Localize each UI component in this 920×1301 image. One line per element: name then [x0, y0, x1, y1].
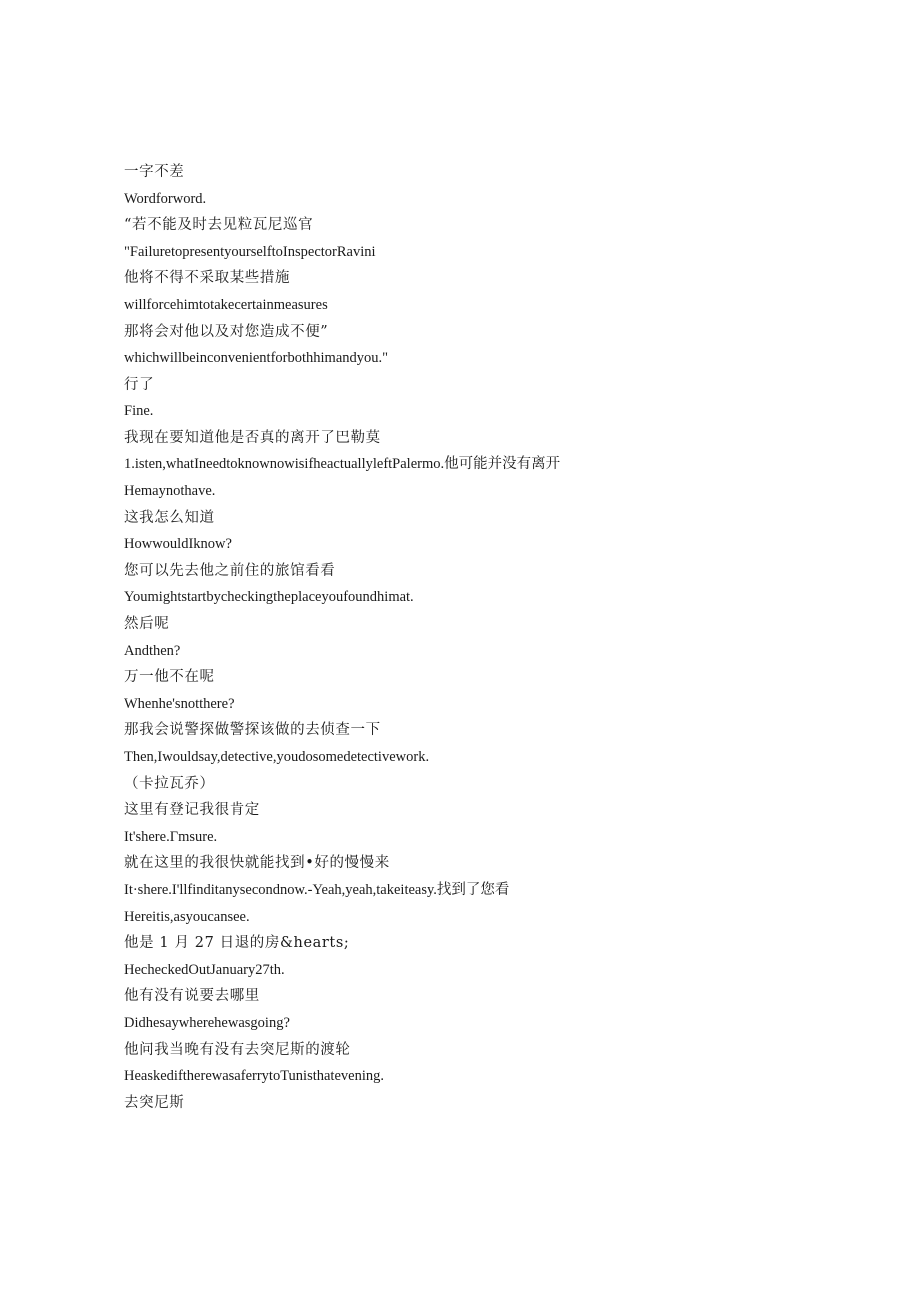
subtitle-line-zh: 您可以先去他之前住的旅馆看看 — [124, 562, 336, 579]
subtitle-line-en: It'shere.Γmsure. — [124, 828, 218, 845]
subtitle-line-en: HowwouldIknow? — [124, 536, 232, 553]
subtitle-line-en: Hemaynothave. — [124, 483, 216, 500]
subtitle-line-zh: 然后呢 — [124, 616, 170, 632]
subtitle-line-zh: 他是 1 月 27 日退的房&hearts; — [124, 935, 350, 952]
subtitle-line-zh: 那我会说警探做警探该做的去侦查一下 — [124, 722, 381, 739]
subtitle-line-zh: “若不能及时去见粒瓦尼巡官 — [124, 217, 314, 234]
subtitle-line-en: whichwillbeinconvenientforbothhimandyou." — [124, 350, 389, 367]
subtitle-transcript — [124, 159, 624, 1116]
subtitle-line-mixed: 1.isten,whatIneedtoknownowisifheactuallyleftPalermo.他可能并没有离开 — [124, 455, 561, 472]
subtitle-line-en: Hereitis,asyoucansee. — [124, 908, 250, 925]
subtitle-line-en: Youmightstartbycheckingtheplaceyoufoundhimat. — [124, 589, 414, 606]
subtitle-line-en: "FailuretopresentyourselftoInspectorRavini — [124, 243, 376, 260]
subtitle-line-zh: 这里有登记我很肯定 — [124, 802, 260, 819]
subtitle-line-en: HeaskediftherewasaferrytoTunisthatevening. — [124, 1068, 384, 1085]
subtitle-line-en: Didhesaywherehewasgoing? — [124, 1014, 290, 1031]
subtitle-line-en: Andthen? — [124, 642, 181, 659]
subtitle-line-zh: （卡拉瓦乔） — [124, 775, 215, 792]
subtitle-line-en: HecheckedOutJanuary27th. — [124, 961, 285, 978]
subtitle-line-zh: 万一他不在呢 — [124, 669, 215, 686]
subtitle-line-zh: 去突尼斯 — [124, 1094, 185, 1111]
subtitle-line-zh: 他将不得不采取某些措施 — [124, 270, 291, 287]
subtitle-line-en: Whenhe'snotthere? — [124, 695, 235, 712]
subtitle-line-en: Then,Iwouldsay,detective,youdosomedetectivework. — [124, 748, 430, 765]
subtitle-line-zh: 这我怎么知道 — [124, 509, 215, 526]
subtitle-line-en: Fine. — [124, 403, 154, 420]
subtitle-line-zh: 行了 — [124, 376, 155, 393]
subtitle-line-zh: 他问我当晚有没有去突尼斯的渡轮 — [124, 1041, 351, 1058]
subtitle-line-zh: 我现在要知道他是否真的离开了巴勒莫 — [124, 429, 381, 446]
subtitle-line-zh: 那将会对他以及对您造成不便” — [124, 323, 329, 340]
subtitle-line-en: Wordforword. — [124, 190, 207, 207]
subtitle-line-zh: 一字不差 — [124, 164, 185, 180]
subtitle-line-zh: 他有没有说要去哪里 — [124, 988, 260, 1005]
subtitle-line-en: willforcehimtotakecertainmeasures — [124, 296, 328, 313]
subtitle-line-mixed: It·shere.I'llfinditanysecondnow.-Yeah,yeah,takeiteasy.找到了您看 — [124, 881, 510, 898]
subtitle-line-zh: 就在这里的我很快就能找到•好的慢慢来 — [124, 855, 390, 872]
